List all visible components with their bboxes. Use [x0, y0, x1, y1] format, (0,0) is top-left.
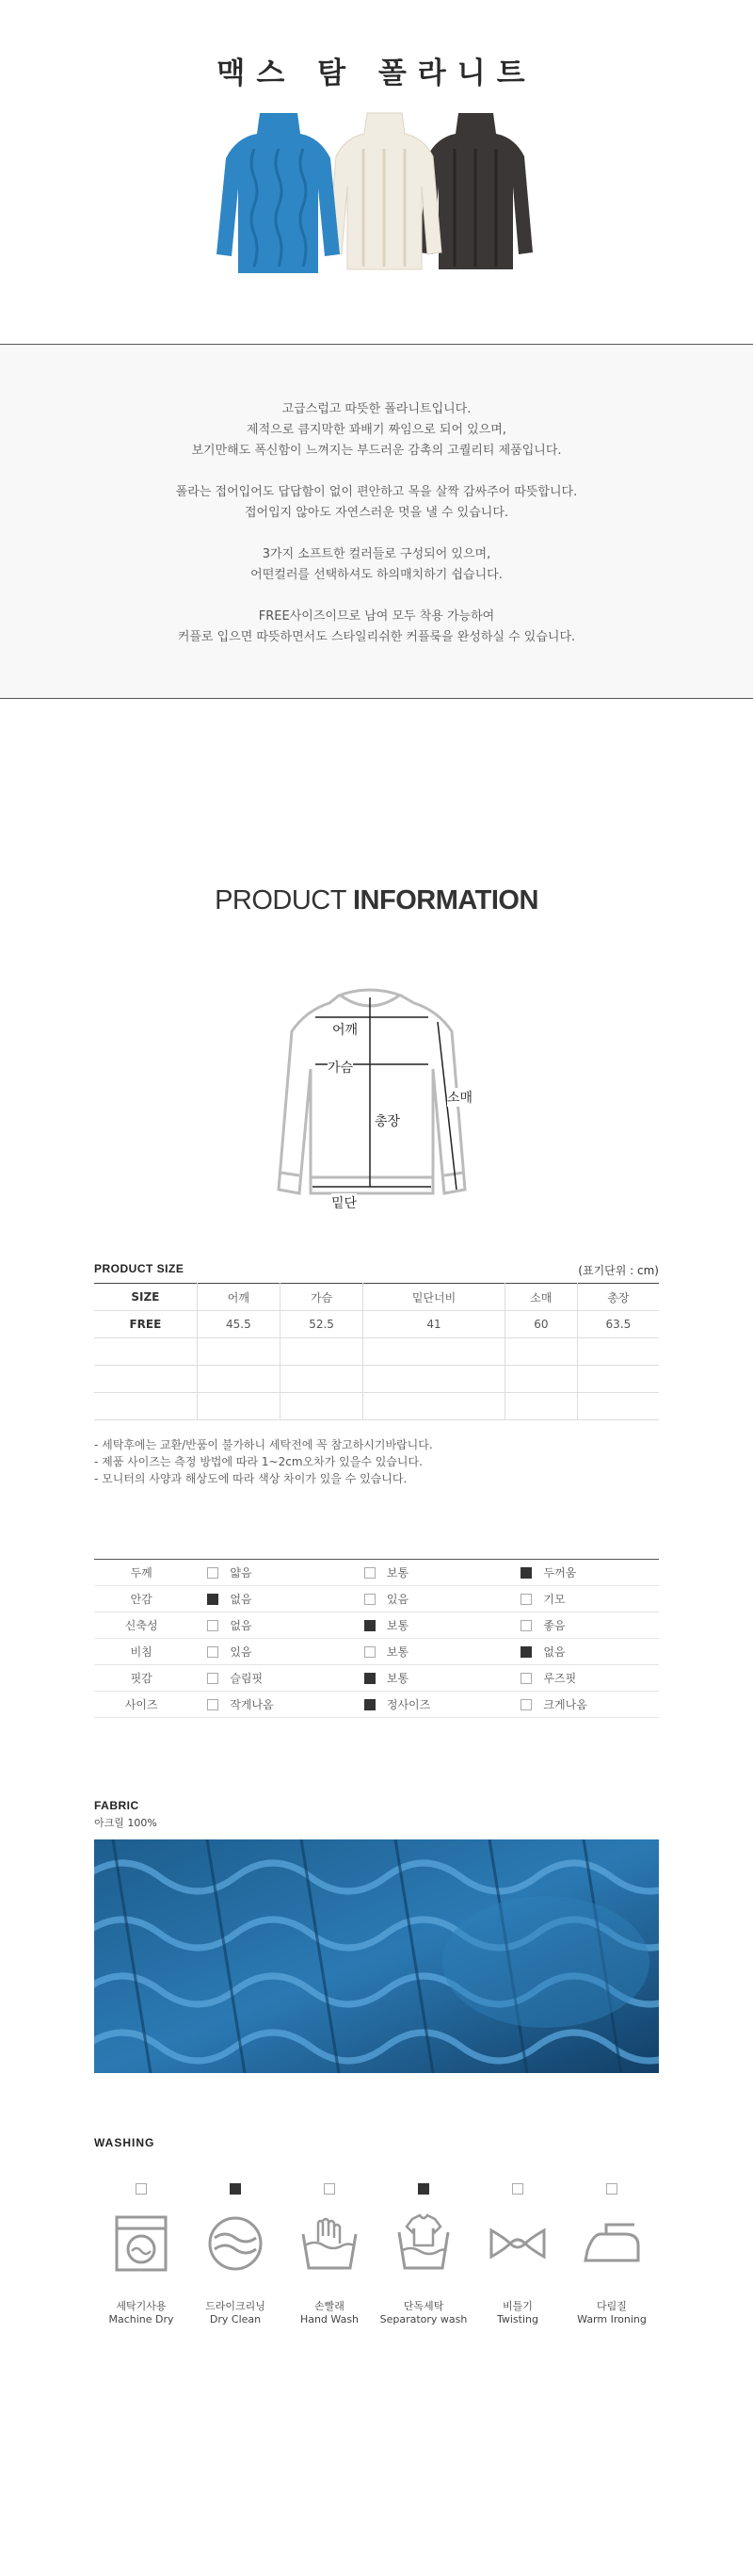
fit-option-label: 없음 — [230, 1593, 252, 1606]
diagram-label-chest: 가슴 — [328, 1058, 353, 1077]
separate-wash-icon — [393, 2213, 454, 2274]
checkbox-icon — [136, 2183, 147, 2195]
size-table-title: PRODUCT SIZE — [94, 1262, 184, 1275]
checkbox-icon — [364, 1699, 376, 1710]
diagram-label-shoulder: 어깨 — [332, 1020, 358, 1039]
diagram-label-sleeve: 소매 — [447, 1088, 473, 1107]
fit-attribute-label: 신축성 — [94, 1612, 188, 1639]
washing-instructions — [94, 2183, 659, 2334]
fit-option-label: 보통 — [386, 1645, 409, 1659]
checkbox-icon — [364, 1620, 376, 1631]
checkbox-icon — [364, 1567, 376, 1579]
fit-option-label: 작게나옴 — [230, 1698, 274, 1711]
washing-label-ko: 단독세탁 — [403, 2300, 444, 2312]
fit-option-label: 없음 — [230, 1619, 252, 1632]
product-description — [0, 344, 753, 699]
fit-option-label: 정사이즈 — [386, 1698, 431, 1711]
fit-attribute-label: 비침 — [94, 1639, 188, 1665]
table-row — [94, 1366, 659, 1393]
measurement-diagram — [273, 984, 489, 1210]
fabric-title: FABRIC — [94, 1799, 139, 1812]
diagram-label-length: 총장 — [375, 1111, 400, 1130]
table-row — [94, 1586, 659, 1612]
fit-option-label: 있음 — [386, 1593, 409, 1606]
table-row: FREE 45.5 52.5 41 60 63.5 — [94, 1311, 659, 1338]
washing-label-ko: 드라이크리닝 — [205, 2300, 265, 2312]
washing-label-en: Warm Ironing — [577, 2313, 647, 2325]
fit-option-label: 두꺼움 — [543, 1566, 577, 1580]
fit-option-label: 슬림핏 — [230, 1672, 264, 1685]
washing-label-en: Dry Clean — [209, 2313, 262, 2325]
checkbox-icon — [207, 1594, 218, 1605]
table-row — [94, 1560, 659, 1586]
product-image-group — [215, 111, 535, 276]
ironing-icon — [582, 2213, 642, 2274]
checkbox-icon — [207, 1699, 218, 1710]
section-heading-product-information: PRODUCT INFORMATION — [215, 885, 538, 915]
sweater-image-ivory — [326, 111, 443, 273]
washing-machine-icon — [111, 2213, 171, 2274]
fit-attribute-label: 안감 — [94, 1586, 188, 1612]
description-paragraph: 고급스럽고 따뜻한 폴라니트입니다. 제적으로 큼지막한 꽈배기 짜임으로 되어 있으며, 보기만해도 폭신함이 느껴지는 부드러운 감촉의 고퀄리티 제품입니다. — [191, 402, 562, 458]
checkbox-icon — [521, 1594, 532, 1605]
fit-option-label: 보통 — [386, 1672, 409, 1685]
table-row — [94, 1665, 659, 1692]
checkbox-icon — [230, 2183, 241, 2195]
fit-option-label: 좋음 — [543, 1619, 566, 1632]
fit-option-label: 기모 — [543, 1593, 566, 1606]
checkbox-icon — [364, 1594, 376, 1605]
diagram-label-hem: 밑단 — [331, 1193, 357, 1212]
dry-clean-icon — [205, 2213, 265, 2274]
fit-option-label: 크게나옴 — [543, 1698, 587, 1711]
checkbox-icon — [364, 1673, 376, 1684]
size-notes: - 세탁후에는 교환/반품이 불가하니 세탁전에 꼭 참고하시기바랍니다. - 제품 사이즈는 측정 방법에 따라 1~2cm오차가 있을수 있습니다. - 모니터의 사양과 해상도에 따라 색상 차이가 있을 수 있습니다. — [94, 1438, 433, 1485]
checkbox-icon — [521, 1567, 532, 1579]
washing-label-en: Twisting — [496, 2313, 538, 2325]
checkbox-icon — [207, 1673, 218, 1684]
washing-label-ko: 세탁기사용 — [116, 2300, 167, 2312]
checkbox-icon — [521, 1620, 532, 1631]
fit-option-label: 얇음 — [230, 1566, 252, 1580]
fit-attribute-label: 두께 — [94, 1560, 188, 1586]
hand-wash-icon — [299, 2213, 360, 2274]
description-paragraph: FREE사이즈이므로 남여 모두 착용 가능하여 커플로 입으면 따뜻하면서도 스타일리쉬한 커플룩을 완성하실 수 있습니다. — [177, 609, 576, 644]
washing-label-en: Machine Dry — [108, 2313, 174, 2325]
checkbox-icon — [521, 1646, 532, 1658]
washing-label-en: Separatory wash — [379, 2313, 468, 2325]
checkbox-icon — [207, 1646, 218, 1658]
checkbox-icon — [207, 1620, 218, 1631]
fabric-value: 아크릴 100% — [94, 1817, 157, 1829]
checkbox-icon — [606, 2183, 617, 2195]
twisting-icon — [488, 2213, 548, 2274]
washing-title: WASHING — [94, 2136, 155, 2149]
checkbox-icon — [324, 2183, 335, 2195]
checkbox-icon — [521, 1699, 532, 1710]
table-row: SIZE 어깨 가슴 밑단너비 소매 총장 — [94, 1284, 659, 1311]
table-row — [94, 1612, 659, 1639]
fit-attribute-label: 사이즈 — [94, 1692, 188, 1718]
checkbox-icon — [207, 1567, 218, 1579]
washing-label-ko: 손빨래 — [314, 2300, 344, 2312]
checkbox-icon — [512, 2183, 523, 2195]
table-row — [94, 1692, 659, 1718]
description-paragraph: 폴라는 접어입어도 답답함이 없이 편안하고 목을 살짝 감싸주어 따뜻합니다. 접어입지 않아도 자연스러운 멋을 낼 수 있습니다. — [175, 485, 578, 520]
sweater-image-blue — [215, 111, 342, 276]
fit-option-label: 보통 — [386, 1619, 409, 1632]
table-row — [94, 1393, 659, 1420]
size-table-unit: (표기단위 : cm) — [578, 1264, 659, 1277]
fit-option-label: 보통 — [386, 1566, 409, 1580]
washing-label-ko: 다림질 — [597, 2300, 627, 2312]
checkbox-icon — [364, 1646, 376, 1658]
fit-option-label: 루즈핏 — [543, 1672, 577, 1685]
product-title: 맥스 탐 폴라니트 — [216, 57, 537, 90]
washing-label-ko: 비틀기 — [503, 2300, 533, 2312]
description-paragraph: 3가지 소프트한 컬러들로 구성되어 있으며, 어떤컬러를 선택하셔도 하의매치하기 쉽습니다. — [250, 547, 503, 582]
checkbox-icon — [418, 2183, 429, 2195]
size-table — [94, 1283, 659, 1420]
table-row — [94, 1338, 659, 1366]
fit-attribute-label: 핏감 — [94, 1665, 188, 1692]
checkbox-icon — [521, 1673, 532, 1684]
fit-option-label: 있음 — [230, 1645, 252, 1659]
fit-option-label: 없음 — [543, 1645, 566, 1659]
table-row — [94, 1639, 659, 1665]
fit-attribute-table — [94, 1559, 659, 1718]
fabric-closeup-image — [94, 1839, 659, 2073]
washing-label-en: Hand Wash — [299, 2313, 360, 2325]
